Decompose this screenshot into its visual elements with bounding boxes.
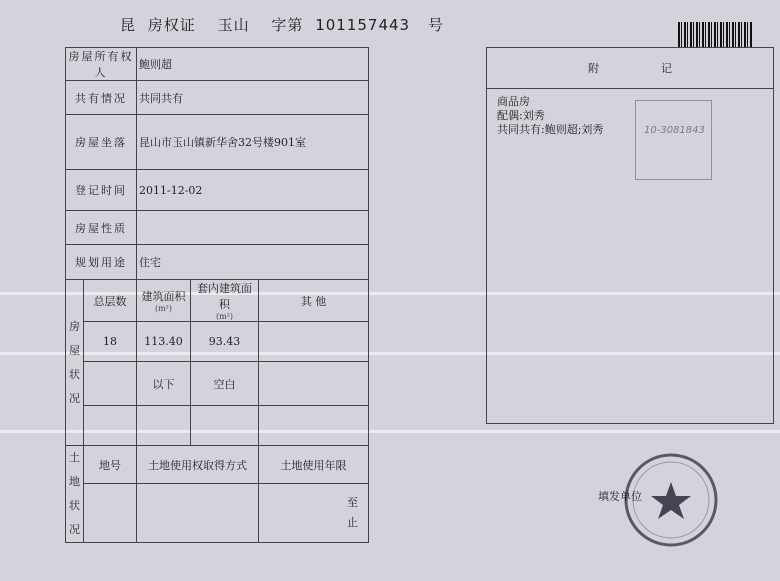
barcode-icon [678, 22, 752, 48]
fuji-header [487, 48, 773, 89]
address-label: 房屋坐落 [66, 115, 137, 170]
build-area-value: 113.40 [137, 322, 191, 362]
hao: 号 [427, 16, 444, 34]
floors-header: 总层数 [84, 280, 137, 322]
inner-area-header: 套内建筑面积 (m²) [191, 280, 259, 322]
registry-table [65, 47, 369, 543]
issuing-unit-label: 填发单位 [598, 490, 642, 503]
stamp-number: 10-3081843 [644, 125, 705, 136]
land-status-side-label: 土 地 状 况 [66, 446, 84, 543]
fuji-notes-box [486, 47, 774, 424]
empty-cell [84, 362, 137, 406]
empty-cell [137, 406, 191, 446]
other-header: 其 他 [259, 280, 369, 322]
below-text: 以下 [137, 362, 191, 406]
co-own-label: 共有情况 [66, 81, 137, 115]
fuji-line: 共同共有:鲍则超;刘秀 [497, 123, 604, 136]
term-value: 至 止 [259, 484, 369, 543]
fuji-title-a: 附 [588, 62, 599, 75]
lot-no-value [84, 484, 137, 543]
acquire-header: 土地使用权取得方式 [137, 446, 259, 484]
notes-stamp [635, 100, 712, 180]
certificate-number: 101157443 [315, 16, 411, 34]
nature-label: 房屋性质 [66, 211, 137, 245]
fuji-line: 商品房 [497, 95, 530, 108]
use-label: 规划用途 [66, 245, 137, 280]
other-value [259, 322, 369, 362]
empty-cell [259, 406, 369, 446]
co-own-value: 共同共有 [137, 81, 369, 115]
fuji-title-b: 记 [661, 62, 672, 75]
acquire-value [137, 484, 259, 543]
owner-label: 房屋所有权人 [66, 48, 137, 81]
reg-time-value: 2011-12-02 [137, 170, 369, 211]
inner-area-value: 93.43 [191, 322, 259, 362]
blank-text: 空白 [191, 362, 259, 406]
zi-di: 字第 [271, 16, 304, 34]
nature-value [137, 211, 369, 245]
reg-time-label: 登记时间 [66, 170, 137, 211]
build-area-header: 建筑面积 (m²) [137, 280, 191, 322]
empty-cell [191, 406, 259, 446]
prefix: 昆 [120, 16, 137, 34]
owner-value: 鲍则超 [137, 48, 369, 81]
lot-no-header: 地号 [84, 446, 137, 484]
empty-cell [84, 406, 137, 446]
floors-value: 18 [84, 322, 137, 362]
cert-name: 房权证 [147, 16, 196, 34]
term-header: 土地使用年限 [259, 446, 369, 484]
certificate-title [120, 14, 450, 35]
house-status-side-label: 房 屋 状 况 [66, 280, 84, 446]
use-value: 住宅 [137, 245, 369, 280]
district: 玉山 [217, 16, 250, 34]
address-value: 昆山市玉山镇新华舍32号楼901室 [137, 115, 369, 170]
fuji-line: 配偶:刘秀 [497, 109, 545, 122]
fuji-body [487, 89, 773, 143]
empty-cell [259, 362, 369, 406]
